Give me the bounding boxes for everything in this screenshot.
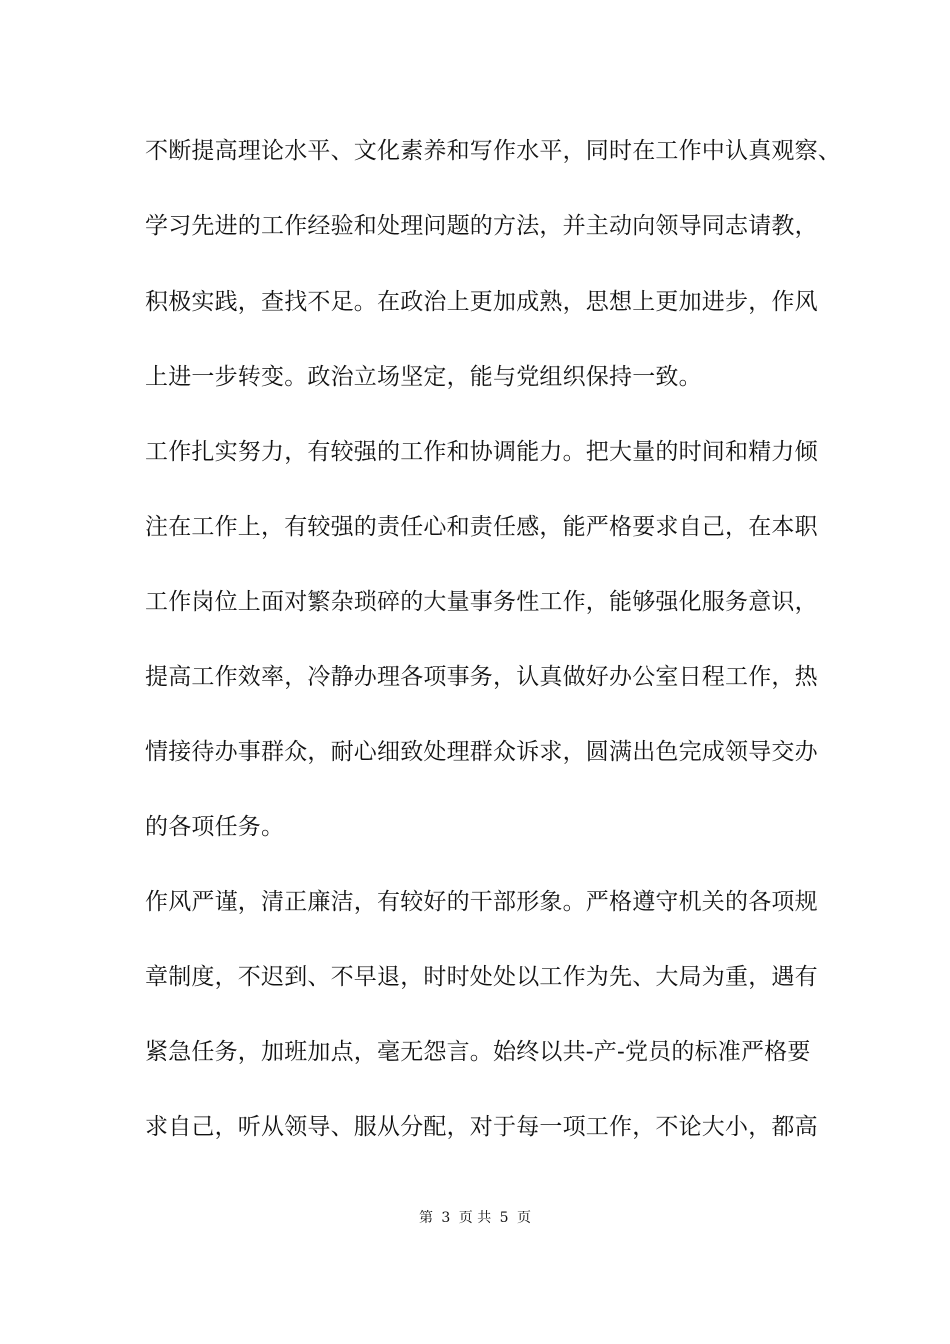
footer-prefix: 第 <box>418 1210 433 1226</box>
text-line: 工作扎实努力，有较强的工作和协调能力。把大量的时间和精力倾 <box>145 439 818 465</box>
footer-current-page: 3 <box>441 1210 451 1226</box>
page-footer <box>0 1209 950 1227</box>
footer-suffix: 页 <box>517 1210 532 1226</box>
text-line: 工作岗位上面对繁杂琐碎的大量事务性工作，能够强化服务意识， <box>145 589 818 615</box>
text-line: 章制度，不迟到、不早退，时时处处以工作为先、大局为重，遇有 <box>145 964 818 990</box>
text-line: 注在工作上，有较强的责任心和责任感，能严格要求自己，在本职 <box>145 514 818 540</box>
text-line: 情接待办事群众，耐心细致处理群众诉求，圆满出色完成领导交办 <box>145 739 818 765</box>
text-line: 不断提高理论水平、文化素养和写作水平，同时在工作中认真观察、 <box>145 138 841 164</box>
text-line: 提高工作效率，冷静办理各项事务，认真做好办公室日程工作，热 <box>145 664 818 690</box>
footer-total-pages: 5 <box>499 1210 509 1226</box>
text-line: 积极实践，查找不足。在政治上更加成熟，思想上更加进步，作风 <box>145 289 818 315</box>
text-line: 紧急任务，加班加点，毫无怨言。始终以共-产-党员的标准严格要 <box>145 1039 811 1065</box>
text-line: 的各项任务。 <box>145 814 285 840</box>
text-line: 求自己，听从领导、服从分配，对于每一项工作，不论大小，都高 <box>145 1114 818 1140</box>
footer-middle: 页 共 <box>458 1210 492 1226</box>
text-line: 作风严谨，清正廉洁，有较好的干部形象。严格遵守机关的各项规 <box>145 889 818 915</box>
text-line: 上进一步转变。政治立场坚定，能与党组织保持一致。 <box>145 364 702 390</box>
text-line: 学习先进的工作经验和处理问题的方法，并主动向领导同志请教， <box>145 213 818 239</box>
